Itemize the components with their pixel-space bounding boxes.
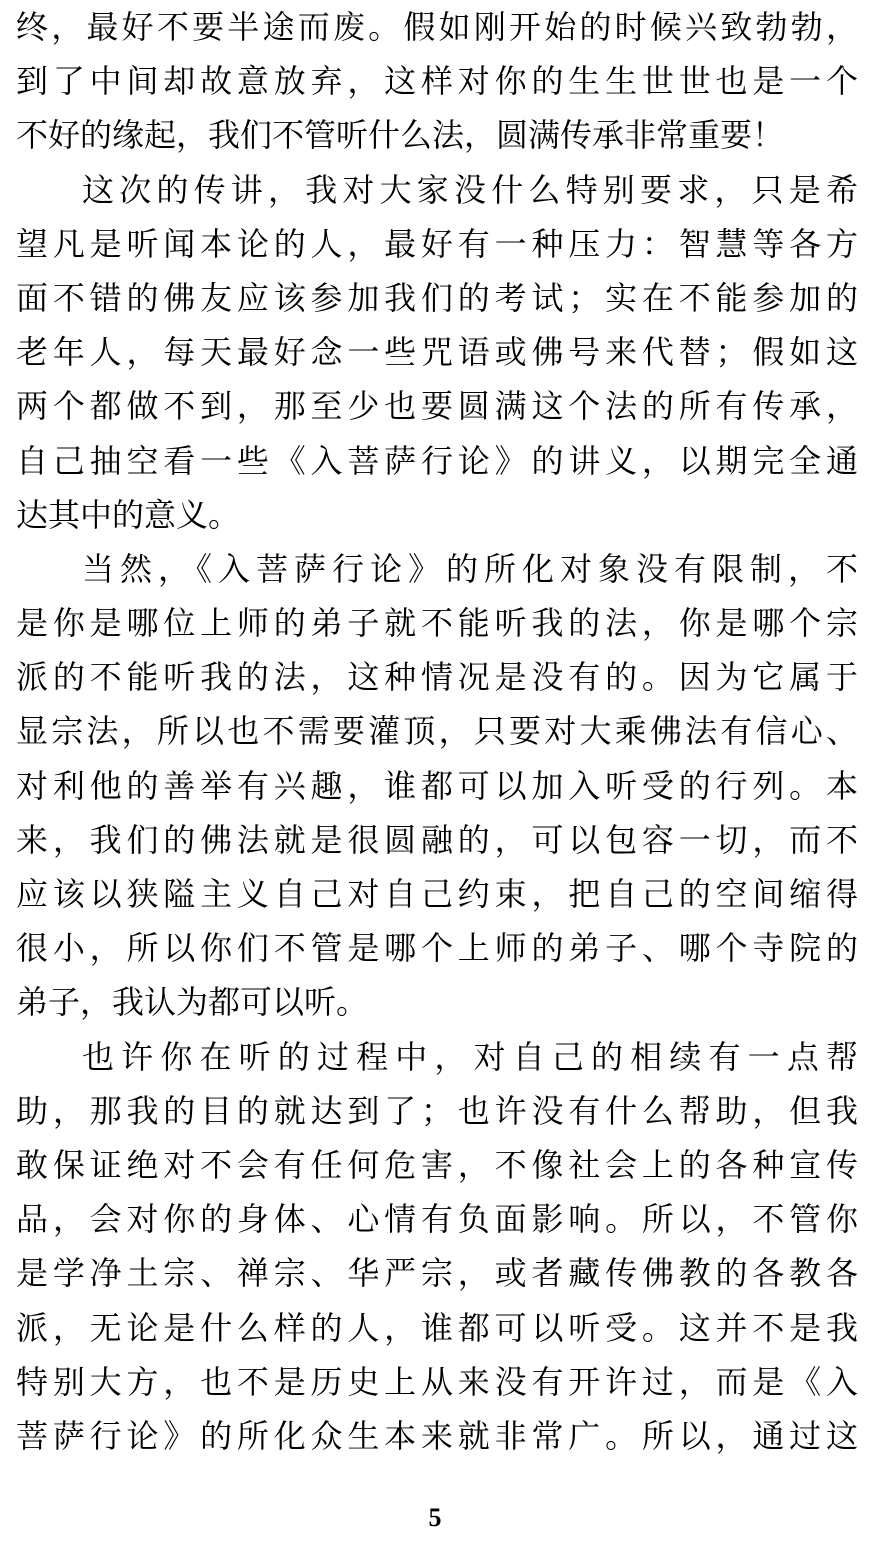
text-line: 到了中间却故意放弃，这样对你的生生世世也是一个: [16, 62, 858, 101]
text-line: 来，我们的佛法就是很圆融的，可以包容一切，而不: [16, 820, 858, 859]
text-line: 是学净土宗、禅宗、华严宗，或者藏传佛教的各教各: [16, 1254, 858, 1293]
text-line: 派的不能听我的法，这种情况是没有的。因为它属于: [16, 658, 858, 697]
text-line: 自己抽空看一些《入菩萨行论》的讲义，以期完全通: [16, 441, 858, 480]
text-line: 是你是哪位上师的弟子就不能听我的法，你是哪个宗: [16, 604, 858, 643]
text-line: 品，会对你的身体、心情有负面影响。所以，不管你: [16, 1200, 858, 1239]
body-text: [16, 0, 858, 1463]
text-line: 很小，所以你们不管是哪个上师的弟子、哪个寺院的: [16, 929, 858, 968]
text-line: 老年人，每天最好念一些咒语或佛号来代替；假如这: [16, 333, 858, 372]
text-line: 不好的缘起，我们不管听什么法，圆满传承非常重要！: [16, 116, 785, 155]
text-line: 面不错的佛友应该参加我们的考试；实在不能参加的: [16, 278, 858, 317]
text-line: 显宗法，所以也不需要灌顶，只要对大乘佛法有信心、: [16, 712, 858, 751]
text-line: 助，那我的目的就达到了；也许没有什么帮助，但我: [16, 1091, 858, 1130]
text-line: 也许你在听的过程中，对自己的相续有一点帮: [82, 1037, 858, 1076]
page-number: 5: [428, 1503, 442, 1532]
text-line: 对利他的善举有兴趣，谁都可以加入听受的行列。本: [16, 766, 858, 805]
text-line: 望凡是听闻本论的人，最好有一种压力：智慧等各方: [16, 224, 858, 263]
text-line: 当然，《入菩萨行论》的所化对象没有限制，不: [82, 549, 858, 588]
text-line: 两个都做不到，那至少也要圆满这个法的所有传承，: [16, 387, 858, 426]
text-line: 派，无论是什么样的人，谁都可以听受。这并不是我: [16, 1308, 858, 1347]
text-line: 达其中的意义。: [16, 495, 241, 534]
text-line: 敢保证绝对不会有任何危害，不像社会上的各种宣传: [16, 1145, 858, 1184]
text-line: 应该以狭隘主义自己对自己约束，把自己的空间缩得: [16, 875, 858, 913]
text-line: 特别大方，也不是历史上从来没有开许过，而是《入: [16, 1362, 858, 1401]
text-line: 菩萨行论》的所化众生本来就非常广。所以，通过这: [16, 1416, 858, 1455]
text-line: 弟子，我认为都可以听。: [16, 983, 369, 1022]
text-line: 这次的传讲，我对大家没什么特别要求，只是希: [82, 170, 858, 209]
text-line: 终，最好不要半途而废。假如刚开始的时候兴致勃勃，: [16, 8, 858, 46]
